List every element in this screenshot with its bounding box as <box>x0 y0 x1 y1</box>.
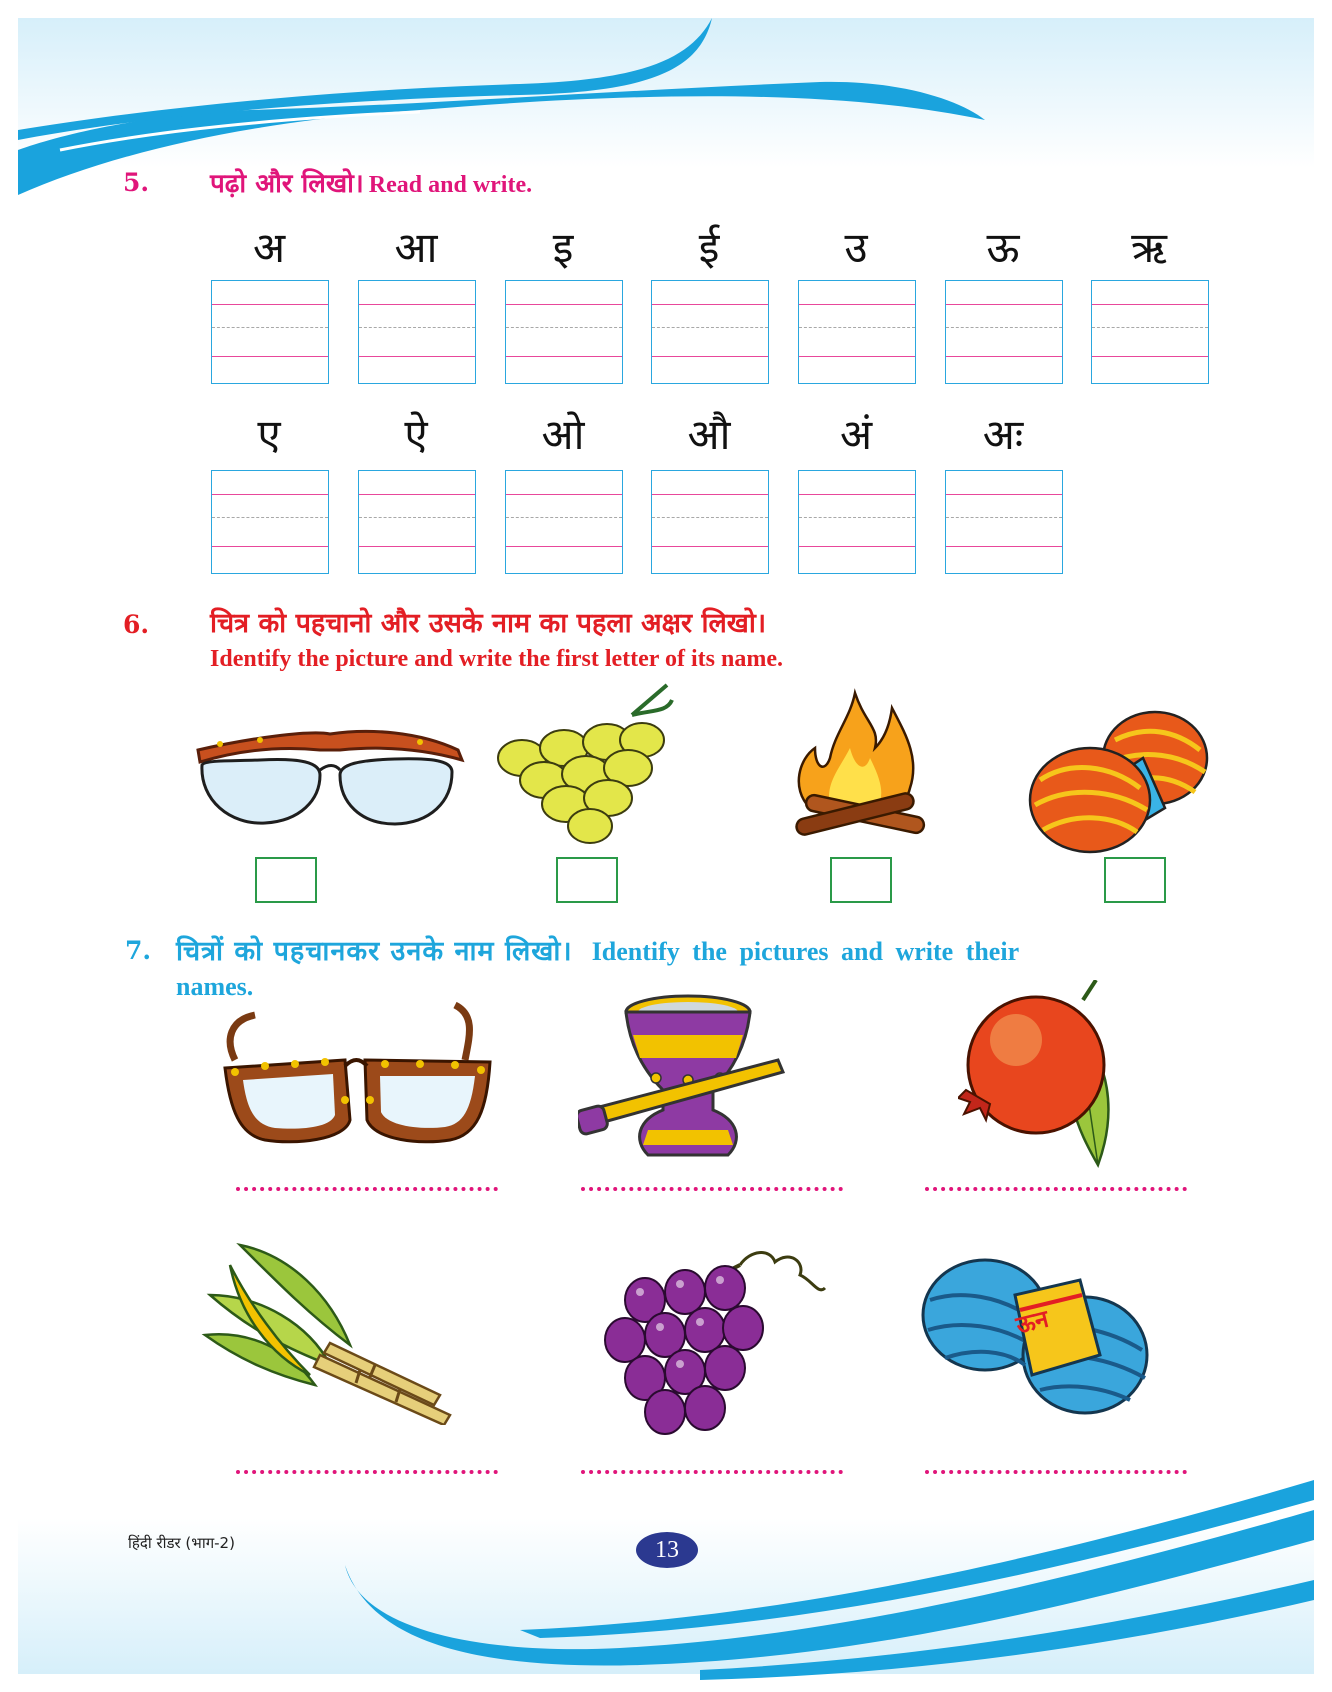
wool-ball-orange-icon <box>1025 700 1215 860</box>
vowel-letter: अः <box>982 410 1024 459</box>
name-answer-line[interactable] <box>581 1187 843 1191</box>
exercise-5-title <box>210 164 532 200</box>
vowel-letter: अं <box>839 410 873 459</box>
vowel-letter: ई <box>698 223 720 272</box>
exercise-5-number: 5. <box>123 168 150 197</box>
exercise-7-title-english-cont: names. <box>176 972 254 1001</box>
writing-box[interactable] <box>1091 280 1209 384</box>
vowel-letter: ऊ <box>986 223 1020 272</box>
vowel-letter: औ <box>687 410 731 459</box>
exercise-7-title-english: Identify the pictures and write their <box>591 937 1020 966</box>
mortar-pestle-icon <box>578 990 798 1165</box>
writing-box[interactable] <box>945 280 1063 384</box>
name-answer-line[interactable] <box>925 1187 1187 1191</box>
writing-box[interactable] <box>651 470 769 574</box>
exercise-6-title-english: Identify the picture and write the first letter of its name. <box>210 646 783 672</box>
page-number: 13 <box>636 1532 698 1568</box>
first-letter-answer-box[interactable] <box>556 857 618 903</box>
exercise-5-title-hindi: पढ़ो और लिखो। <box>210 169 364 199</box>
top-swoosh-decoration <box>0 0 1332 210</box>
first-letter-answer-box[interactable] <box>255 857 317 903</box>
bottom-swoosh-decoration <box>0 1480 1332 1692</box>
first-letter-answer-box[interactable] <box>830 857 892 903</box>
writing-box[interactable] <box>358 470 476 574</box>
vowel-letter: अ <box>252 223 286 272</box>
pomegranate-icon <box>958 980 1138 1170</box>
vowel-letter: ऋ <box>1131 223 1167 272</box>
exercise-7-title <box>176 931 1208 968</box>
vowel-letter: आ <box>394 223 438 272</box>
exercise-7-number: 7. <box>125 936 152 965</box>
grapes-green-icon <box>482 680 692 850</box>
name-answer-line[interactable] <box>925 1470 1187 1474</box>
writing-box[interactable] <box>358 280 476 384</box>
grapes-purple-icon <box>600 1240 840 1440</box>
wool-label-text: ऊन <box>1013 1304 1052 1340</box>
writing-box[interactable] <box>211 470 329 574</box>
writing-box[interactable] <box>798 470 916 574</box>
spectacles-brown-icon <box>215 1000 497 1150</box>
name-answer-line[interactable] <box>236 1187 498 1191</box>
vowel-letter: उ <box>844 223 868 272</box>
writing-box[interactable] <box>211 280 329 384</box>
name-answer-line[interactable] <box>236 1470 498 1474</box>
vowel-letter: इ <box>552 223 574 272</box>
vowel-letter: ओ <box>541 410 585 459</box>
writing-box[interactable] <box>505 470 623 574</box>
writing-box[interactable] <box>505 280 623 384</box>
writing-box[interactable] <box>798 280 916 384</box>
exercise-6-title-hindi: चित्र को पहचानो और उसके नाम का पहला अक्षर लिखो। <box>210 608 767 639</box>
campfire-icon <box>780 688 940 848</box>
writing-box[interactable] <box>945 470 1063 574</box>
vowel-letter: ए <box>257 410 281 459</box>
writing-box[interactable] <box>651 280 769 384</box>
book-title-footer: हिंदी रीडर (भाग-2) <box>128 1534 235 1552</box>
sugarcane-icon <box>200 1235 460 1425</box>
name-answer-line[interactable] <box>581 1470 843 1474</box>
exercise-5-title-english: Read and write. <box>368 172 533 198</box>
vowel-letter: ऐ <box>404 410 428 459</box>
exercise-6-number: 6. <box>123 610 150 639</box>
spectacles-icon <box>190 720 470 840</box>
first-letter-answer-box[interactable] <box>1104 857 1166 903</box>
exercise-7-title-hindi: चित्रों को पहचानकर उनके नाम लिखो। <box>176 936 573 967</box>
